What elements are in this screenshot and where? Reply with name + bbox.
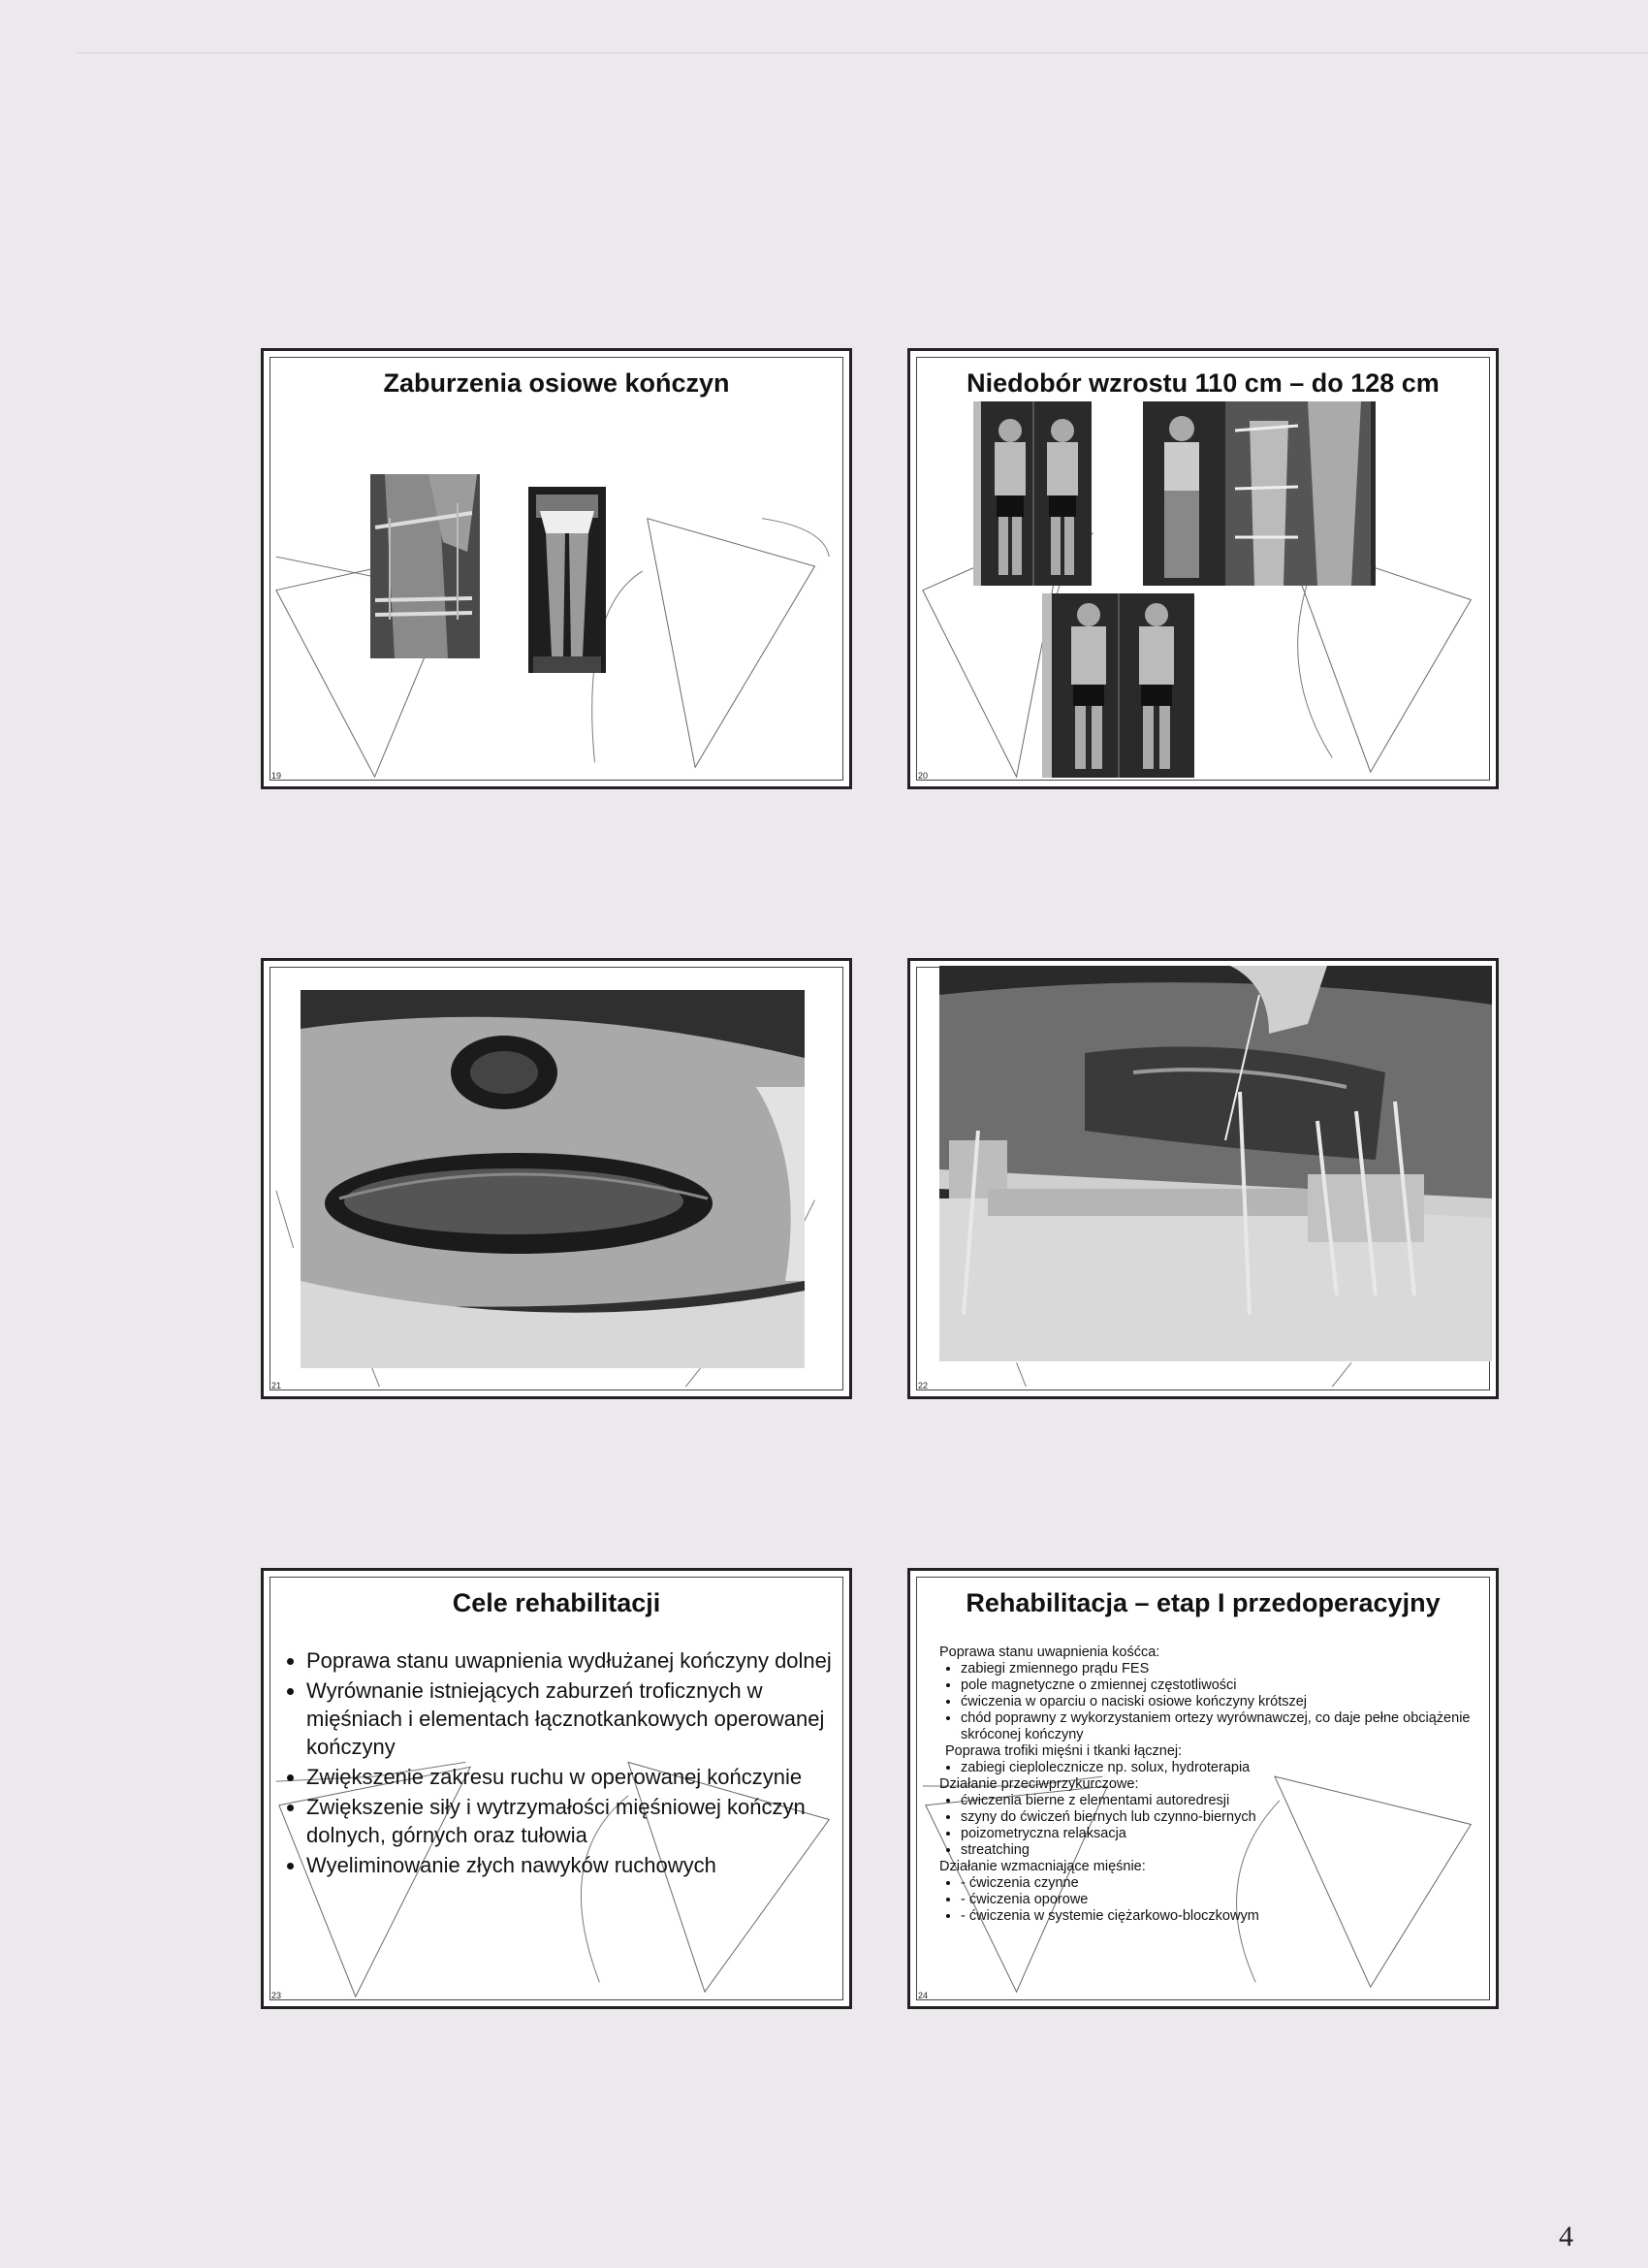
slide-20 xyxy=(907,348,1499,789)
slide-title: Niedobór wzrostu 110 cm – do 128 cm xyxy=(967,368,1440,398)
list-item: • ćwiczenia w oparciu o naciski osiowe kończyny krótszej xyxy=(961,1694,1482,1710)
slide-22 xyxy=(907,958,1499,1399)
section-heading: Poprawa stanu uwapnienia kośćca: xyxy=(939,1645,1160,1660)
slide-21 xyxy=(261,958,852,1399)
list-item: • Wyeliminowanie złych nawyków ruchowych xyxy=(306,1851,849,1879)
child-legs-photo xyxy=(528,487,606,673)
section-heading: Działanie przeciwprzykurczowe: xyxy=(939,1776,1139,1792)
leg-fixator-photo xyxy=(370,474,480,658)
rehab-goals-list xyxy=(285,1646,849,1881)
slide-19 xyxy=(261,348,852,789)
section-heading: Działanie wzmacniające mięśnie: xyxy=(939,1859,1146,1874)
list-item: • chód poprawny z wykorzystaniem ortezy wyrównawczej, co daje pełne obciążenie skróconej kończyny xyxy=(961,1710,1482,1743)
page-number: 4 xyxy=(1559,2220,1573,2252)
slide-title: Cele rehabilitacji xyxy=(452,1588,661,1617)
slide-number: 24 xyxy=(918,1991,929,2000)
surgery-fixator-photo xyxy=(939,966,1492,1361)
list-item: • ćwiczenia bierne z elementami autoredresji xyxy=(961,1793,1482,1809)
slide-number: 20 xyxy=(918,771,929,781)
list-item: • - ćwiczenia oporowe xyxy=(961,1892,1482,1908)
slide-number: 21 xyxy=(271,1381,282,1390)
list-item: • - ćwiczenia czynne xyxy=(961,1875,1482,1892)
list-item: • poizometryczna relaksacja xyxy=(961,1826,1482,1842)
list-item: • Zwiększenie siły i wytrzymałości mięśniowej kończyn dolnych, górnych oraz tułowia xyxy=(306,1793,849,1849)
slide-number: 23 xyxy=(271,1991,282,2000)
child-height-photo-2 xyxy=(1042,593,1194,778)
list-item: • Zwiększenie zakresu ruchu w operowanej kończynie xyxy=(306,1763,849,1791)
slide-23 xyxy=(261,1568,852,2009)
slide-24 xyxy=(907,1568,1499,2009)
list-item: • zabiegi zmiennego prądu FES xyxy=(961,1661,1482,1677)
list-item: • Wyrównanie istniejących zaburzeń troficznych w mięśniach i elementach łącznotkankowych operowanej kończyny xyxy=(306,1677,849,1761)
list-item: • streatching xyxy=(961,1842,1482,1859)
page-top-rule xyxy=(78,52,1648,53)
slide-number: 19 xyxy=(271,771,282,781)
list-item: • szyny do ćwiczeń biernych lub czynno-biernych xyxy=(961,1809,1482,1826)
child-fixator-photo xyxy=(1143,401,1376,586)
list-item: • Poprawa stanu uwapnienia wydłużanej kończyny dolnej xyxy=(306,1646,849,1675)
list-item: • pole magnetyczne o zmiennej częstotliwości xyxy=(961,1677,1482,1694)
rehab-stage-content xyxy=(939,1645,1482,1925)
slide-number: 22 xyxy=(918,1381,929,1390)
child-height-photo-1 xyxy=(973,401,1092,586)
list-item: • zabiegi cieplolecznicze np. solux, hydroterapia xyxy=(961,1760,1482,1776)
slide-title: Zaburzenia osiowe kończyn xyxy=(383,368,730,398)
list-item: • - ćwiczenia w systemie ciężarkowo-bloczkowym xyxy=(961,1908,1482,1925)
section-heading: Poprawa trofiki mięśni i tkanki łącznej: xyxy=(945,1743,1183,1759)
open-wound-leg-photo xyxy=(301,990,805,1368)
slide-title: Rehabilitacja – etap I przedoperacyjny xyxy=(966,1588,1441,1617)
